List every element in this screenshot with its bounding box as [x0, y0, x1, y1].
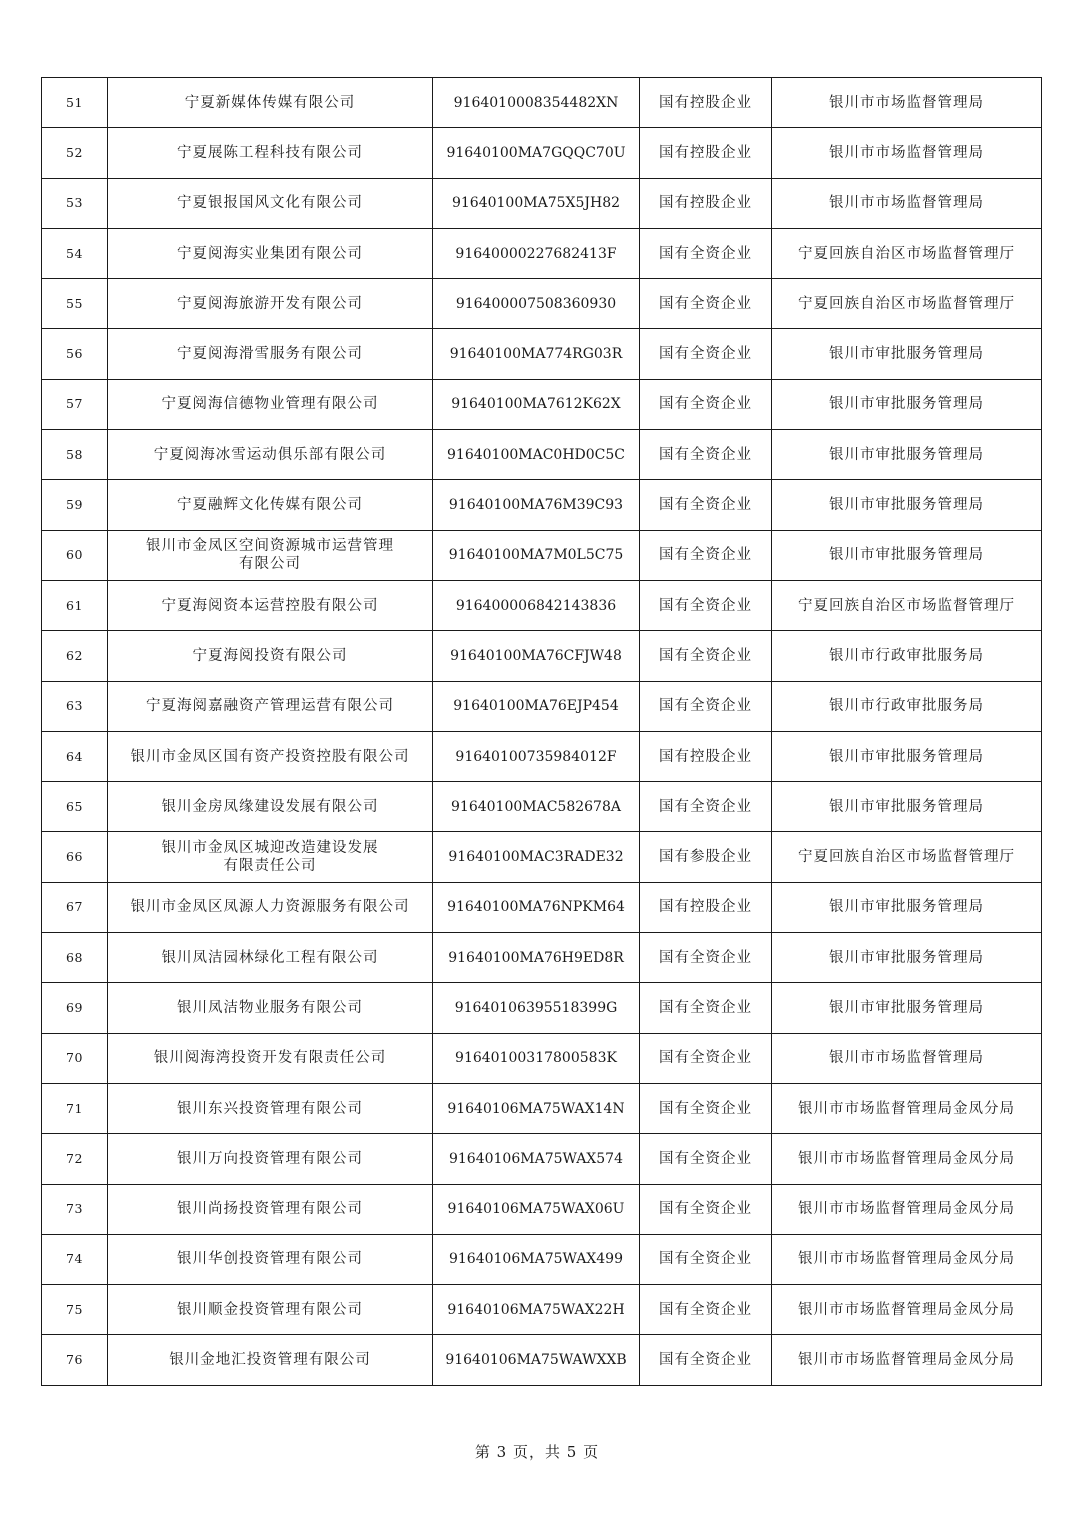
company-name-text: 银川万向投资管理有限公司 — [177, 1150, 363, 1167]
enterprise-type-cell: 国有全资企业 — [640, 1134, 772, 1184]
company-name-text: 宁夏阅海冰雪运动俱乐部有限公司 — [153, 446, 387, 463]
row-number-cell: 59 — [42, 480, 108, 530]
table-row — [42, 530, 1042, 580]
registration-authority-cell: 银川市市场监督管理局 — [772, 178, 1042, 228]
enterprise-type-cell: 国有全资企业 — [640, 228, 772, 278]
credit-code-cell: 91640106MA75WAX499 — [433, 1234, 640, 1284]
table-row — [42, 631, 1042, 681]
table-row — [42, 1184, 1042, 1234]
row-number-cell: 55 — [42, 279, 108, 329]
registration-authority-cell: 银川市市场监督管理局金凤分局 — [772, 1335, 1042, 1385]
company-name-cell — [108, 882, 433, 932]
enterprise-type-cell: 国有全资企业 — [640, 1083, 772, 1133]
company-name-cell — [108, 1134, 433, 1184]
table-row — [42, 228, 1042, 278]
enterprise-type-cell: 国有全资企业 — [640, 1335, 772, 1385]
row-number-cell: 73 — [42, 1184, 108, 1234]
credit-code-cell: 91640100MA7GQQC70U — [433, 128, 640, 178]
registration-authority-cell: 银川市市场监督管理局金凤分局 — [772, 1184, 1042, 1234]
credit-code-cell: 91640100MAC3RADE32 — [433, 832, 640, 882]
registration-authority-cell: 银川市审批服务管理局 — [772, 782, 1042, 832]
company-name-text: 银川顺金投资管理有限公司 — [177, 1301, 363, 1318]
credit-code-cell: 91640100317800583K — [433, 1033, 640, 1083]
enterprise-type-cell: 国有全资企业 — [640, 1285, 772, 1335]
table-row — [42, 1134, 1042, 1184]
company-name-cell — [108, 329, 433, 379]
company-name-text: 宁夏阅海旅游开发有限公司 — [177, 295, 363, 312]
row-number-cell: 51 — [42, 78, 108, 128]
enterprise-type-cell: 国有控股企业 — [640, 78, 772, 128]
row-number-cell: 52 — [42, 128, 108, 178]
company-name-text: 银川金房凤缘建设发展有限公司 — [161, 798, 379, 815]
table-row — [42, 1335, 1042, 1385]
credit-code-cell: 916400007508360930 — [433, 279, 640, 329]
enterprise-type-cell: 国有全资企业 — [640, 279, 772, 329]
registration-authority-cell: 银川市审批服务管理局 — [772, 329, 1042, 379]
company-name-text: 银川凤洁物业服务有限公司 — [177, 999, 363, 1016]
company-name-text: 银川凤洁园林绿化工程有限公司 — [161, 949, 379, 966]
company-name-text-line2: 有限责任公司 — [223, 858, 317, 875]
registration-authority-cell: 银川市审批服务管理局 — [772, 480, 1042, 530]
company-name-text: 宁夏阅海滑雪服务有限公司 — [177, 346, 363, 363]
row-number-cell: 75 — [42, 1285, 108, 1335]
table-row — [42, 480, 1042, 530]
row-number-cell: 61 — [42, 580, 108, 630]
company-name-text: 银川市金凤区凤源人力资源服务有限公司 — [130, 899, 410, 916]
company-name-cell — [108, 1033, 433, 1083]
company-name-cell — [108, 78, 433, 128]
company-name-cell — [108, 1285, 433, 1335]
registration-authority-cell: 银川市审批服务管理局 — [772, 882, 1042, 932]
registration-authority-cell: 银川市市场监督管理局 — [772, 1033, 1042, 1083]
company-name-cell — [108, 430, 433, 480]
registration-authority-cell: 银川市审批服务管理局 — [772, 530, 1042, 580]
credit-code-cell: 91640100MA76H9ED8R — [433, 933, 640, 983]
table-row — [42, 329, 1042, 379]
table-row — [42, 580, 1042, 630]
registration-authority-cell: 银川市行政审批服务局 — [772, 681, 1042, 731]
company-name-cell — [108, 1335, 433, 1385]
table-row — [42, 832, 1042, 882]
row-number-cell: 71 — [42, 1083, 108, 1133]
enterprise-type-cell: 国有控股企业 — [640, 178, 772, 228]
row-number-cell: 74 — [42, 1234, 108, 1284]
company-name-cell — [108, 782, 433, 832]
registration-authority-cell: 银川市审批服务管理局 — [772, 933, 1042, 983]
row-number-cell: 66 — [42, 832, 108, 882]
enterprise-type-cell: 国有全资企业 — [640, 631, 772, 681]
company-name-cell — [108, 530, 433, 580]
registration-authority-cell: 银川市行政审批服务局 — [772, 631, 1042, 681]
table-row — [42, 681, 1042, 731]
credit-code-cell: 91640100MA76CFJW48 — [433, 631, 640, 681]
company-name-text: 银川金地汇投资管理有限公司 — [169, 1352, 371, 1369]
row-number-cell: 69 — [42, 983, 108, 1033]
credit-code-cell: 91640106395518399G — [433, 983, 640, 1033]
company-name-text: 银川市金凤区城迎改造建设发展 — [161, 840, 379, 857]
enterprise-type-cell: 国有全资企业 — [640, 983, 772, 1033]
company-name-text: 宁夏海阅投资有限公司 — [192, 647, 348, 664]
company-name-text: 银川东兴投资管理有限公司 — [177, 1100, 363, 1117]
company-name-text: 宁夏展陈工程科技有限公司 — [177, 144, 363, 161]
company-name-cell — [108, 933, 433, 983]
enterprise-type-cell: 国有全资企业 — [640, 329, 772, 379]
table-row — [42, 78, 1042, 128]
credit-code-cell: 91640106MA75WAX06U — [433, 1184, 640, 1234]
company-name-cell — [108, 832, 433, 882]
credit-code-cell: 91640100MA76M39C93 — [433, 480, 640, 530]
company-name-text: 宁夏阅海信德物业管理有限公司 — [161, 396, 379, 413]
table-body — [42, 78, 1042, 1386]
table-row — [42, 128, 1042, 178]
credit-code-cell: 91640106MA75WAWXXB — [433, 1335, 640, 1385]
enterprise-type-cell: 国有全资企业 — [640, 1184, 772, 1234]
registration-authority-cell: 银川市市场监督管理局金凤分局 — [772, 1134, 1042, 1184]
company-name-text-line2: 有限公司 — [239, 556, 301, 573]
credit-code-cell: 91640106MA75WAX574 — [433, 1134, 640, 1184]
company-name-text: 银川阅海湾投资开发有限责任公司 — [153, 1050, 387, 1067]
company-name-text: 宁夏新媒体传媒有限公司 — [184, 94, 356, 111]
table-row — [42, 1083, 1042, 1133]
company-name-cell — [108, 631, 433, 681]
company-name-cell — [108, 983, 433, 1033]
enterprise-type-cell: 国有控股企业 — [640, 128, 772, 178]
registration-authority-cell: 银川市审批服务管理局 — [772, 379, 1042, 429]
table-row — [42, 178, 1042, 228]
credit-code-cell: 91640106MA75WAX22H — [433, 1285, 640, 1335]
table-row — [42, 731, 1042, 781]
company-name-text: 银川市金凤区空间资源城市运营管理 — [146, 538, 394, 555]
company-name-text: 银川华创投资管理有限公司 — [177, 1251, 363, 1268]
company-name-cell — [108, 178, 433, 228]
credit-code-cell: 91640100MAC0HD0C5C — [433, 430, 640, 480]
company-name-text: 银川尚扬投资管理有限公司 — [177, 1201, 363, 1218]
registration-authority-cell: 银川市市场监督管理局金凤分局 — [772, 1285, 1042, 1335]
company-name-text: 宁夏海阅嘉融资产管理运营有限公司 — [146, 698, 394, 715]
enterprise-type-cell: 国有控股企业 — [640, 882, 772, 932]
company-name-text: 宁夏海阅资本运营控股有限公司 — [161, 597, 379, 614]
page-number: 第 3 页，共 5 页 — [474, 1443, 600, 1461]
company-name-cell — [108, 580, 433, 630]
enterprise-type-cell: 国有全资企业 — [640, 1033, 772, 1083]
credit-code-cell: 91640100MA76NPKM64 — [433, 882, 640, 932]
credit-code-cell: 9164010008354482XN — [433, 78, 640, 128]
row-number-cell: 56 — [42, 329, 108, 379]
registration-authority-cell: 宁夏回族自治区市场监督管理厅 — [772, 580, 1042, 630]
registration-authority-cell: 银川市审批服务管理局 — [772, 430, 1042, 480]
registration-authority-cell: 银川市市场监督管理局金凤分局 — [772, 1083, 1042, 1133]
row-number-cell: 62 — [42, 631, 108, 681]
company-name-cell — [108, 681, 433, 731]
enterprise-type-cell: 国有控股企业 — [640, 731, 772, 781]
company-name-cell — [108, 1234, 433, 1284]
table-row — [42, 279, 1042, 329]
table-row — [42, 1285, 1042, 1335]
credit-code-cell: 91640100MAC582678A — [433, 782, 640, 832]
registration-authority-cell: 银川市市场监督管理局金凤分局 — [772, 1234, 1042, 1284]
row-number-cell: 53 — [42, 178, 108, 228]
registration-authority-cell: 宁夏回族自治区市场监督管理厅 — [772, 228, 1042, 278]
credit-code-cell: 91640000227682413F — [433, 228, 640, 278]
company-name-cell — [108, 731, 433, 781]
row-number-cell: 70 — [42, 1033, 108, 1083]
credit-code-cell: 91640100MA7M0L5C75 — [433, 530, 640, 580]
enterprise-type-cell: 国有全资企业 — [640, 480, 772, 530]
row-number-cell: 72 — [42, 1134, 108, 1184]
enterprise-type-cell: 国有全资企业 — [640, 580, 772, 630]
registration-authority-cell: 银川市审批服务管理局 — [772, 731, 1042, 781]
credit-code-cell: 91640106MA75WAX14N — [433, 1083, 640, 1133]
table-row — [42, 983, 1042, 1033]
row-number-cell: 76 — [42, 1335, 108, 1385]
company-name-cell — [108, 128, 433, 178]
enterprise-type-cell: 国有全资企业 — [640, 681, 772, 731]
credit-code-cell: 91640100MA774RG03R — [433, 329, 640, 379]
table-row — [42, 1234, 1042, 1284]
enterprise-type-cell: 国有全资企业 — [640, 782, 772, 832]
table-row — [42, 379, 1042, 429]
enterprise-type-cell: 国有全资企业 — [640, 430, 772, 480]
registration-authority-cell: 宁夏回族自治区市场监督管理厅 — [772, 832, 1042, 882]
registration-authority-cell: 银川市市场监督管理局 — [772, 128, 1042, 178]
row-number-cell: 58 — [42, 430, 108, 480]
credit-code-cell: 91640100735984012F — [433, 731, 640, 781]
row-number-cell: 63 — [42, 681, 108, 731]
row-number-cell: 67 — [42, 882, 108, 932]
company-name-text: 银川市金凤区国有资产投资控股有限公司 — [130, 748, 410, 765]
credit-code-cell: 91640100MA7612K62X — [433, 379, 640, 429]
enterprise-type-cell: 国有全资企业 — [640, 530, 772, 580]
row-number-cell: 60 — [42, 530, 108, 580]
enterprise-registry-table — [41, 77, 1042, 1386]
company-name-cell — [108, 1184, 433, 1234]
table-row — [42, 782, 1042, 832]
registration-authority-cell: 银川市市场监督管理局 — [772, 78, 1042, 128]
row-number-cell: 54 — [42, 228, 108, 278]
table-row — [42, 430, 1042, 480]
company-name-text: 宁夏银报国风文化有限公司 — [177, 195, 363, 212]
enterprise-type-cell: 国有全资企业 — [640, 1234, 772, 1284]
row-number-cell: 65 — [42, 782, 108, 832]
registration-authority-cell: 银川市审批服务管理局 — [772, 983, 1042, 1033]
enterprise-type-cell: 国有参股企业 — [640, 832, 772, 882]
table-row — [42, 1033, 1042, 1083]
company-name-text: 宁夏阅海实业集团有限公司 — [177, 245, 363, 262]
table-row — [42, 933, 1042, 983]
company-name-cell — [108, 228, 433, 278]
company-name-cell — [108, 1083, 433, 1133]
row-number-cell: 68 — [42, 933, 108, 983]
enterprise-type-cell: 国有全资企业 — [640, 933, 772, 983]
row-number-cell: 57 — [42, 379, 108, 429]
registration-authority-cell: 宁夏回族自治区市场监督管理厅 — [772, 279, 1042, 329]
enterprise-type-cell: 国有全资企业 — [640, 379, 772, 429]
company-name-cell — [108, 480, 433, 530]
credit-code-cell: 91640100MA76EJP454 — [433, 681, 640, 731]
credit-code-cell: 916400006842143836 — [433, 580, 640, 630]
company-name-text: 宁夏融辉文化传媒有限公司 — [177, 497, 363, 514]
row-number-cell: 64 — [42, 731, 108, 781]
company-name-cell — [108, 279, 433, 329]
company-name-cell — [108, 379, 433, 429]
credit-code-cell: 91640100MA75X5JH82 — [433, 178, 640, 228]
table-row — [42, 882, 1042, 932]
